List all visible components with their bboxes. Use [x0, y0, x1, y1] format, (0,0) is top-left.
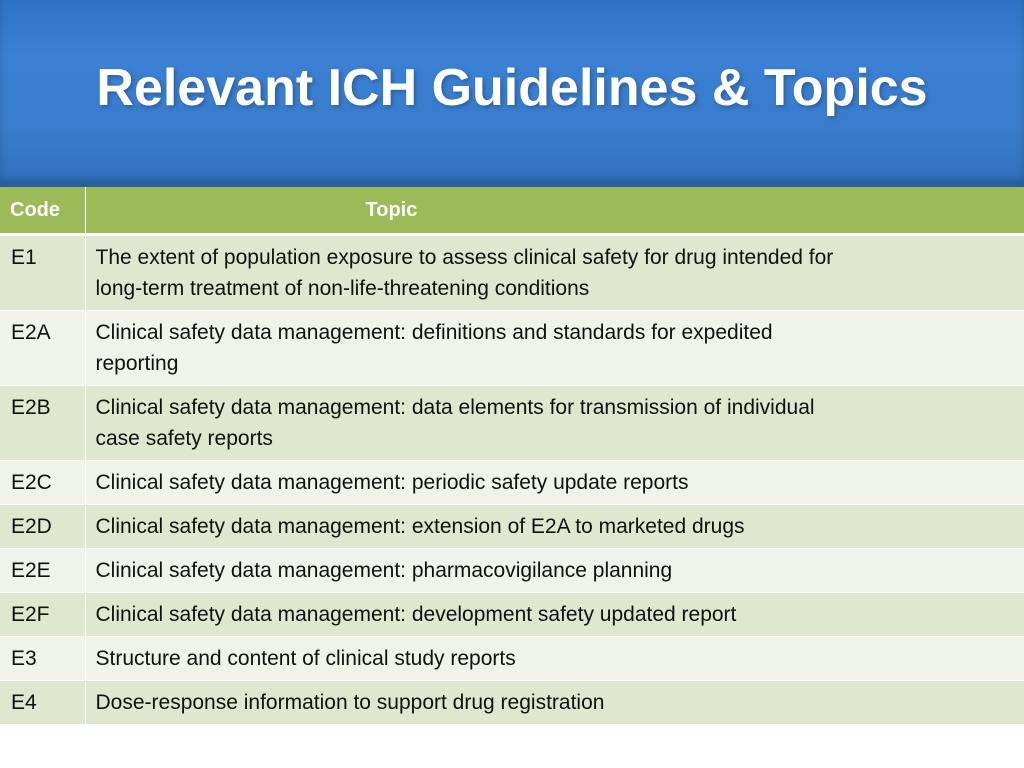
row-topic: Clinical safety data management: periodic safety update reports [85, 461, 1024, 505]
slide-title: Relevant ICH Guidelines & Topics [96, 59, 928, 117]
table-row [0, 681, 1024, 725]
row-code: E2E [0, 549, 85, 593]
row-topic: Clinical safety data management: definitions and standards for expedited reporting [85, 311, 1024, 386]
title-bar [0, 0, 1024, 187]
table-row [0, 637, 1024, 681]
table-row [0, 593, 1024, 637]
column-header-topic: Topic [85, 187, 1024, 235]
table-row [0, 311, 1024, 386]
row-topic: Structure and content of clinical study reports [85, 637, 1024, 681]
row-topic: Clinical safety data management: data elements for transmission of individual case safety reports [85, 386, 1024, 461]
table-row [0, 386, 1024, 461]
table-row [0, 461, 1024, 505]
column-header-code: Code [0, 187, 85, 235]
row-topic: Clinical safety data management: extension of E2A to marketed drugs [85, 505, 1024, 549]
row-code: E1 [0, 235, 85, 311]
row-code: E2A [0, 311, 85, 386]
row-topic: Clinical safety data management: development safety updated report [85, 593, 1024, 637]
row-topic: Dose-response information to support drug registration [85, 681, 1024, 725]
table-row [0, 505, 1024, 549]
row-topic: The extent of population exposure to assess clinical safety for drug intended for long-term treatment of non-life-threatening conditions [85, 235, 1024, 311]
table-row [0, 549, 1024, 593]
row-code: E2F [0, 593, 85, 637]
table-row [0, 235, 1024, 311]
row-code: E2C [0, 461, 85, 505]
row-topic: Clinical safety data management: pharmacovigilance planning [85, 549, 1024, 593]
row-code: E4 [0, 681, 85, 725]
row-code: E3 [0, 637, 85, 681]
row-code: E2B [0, 386, 85, 461]
table-header-row [0, 187, 1024, 235]
guidelines-table [0, 187, 1024, 725]
row-code: E2D [0, 505, 85, 549]
